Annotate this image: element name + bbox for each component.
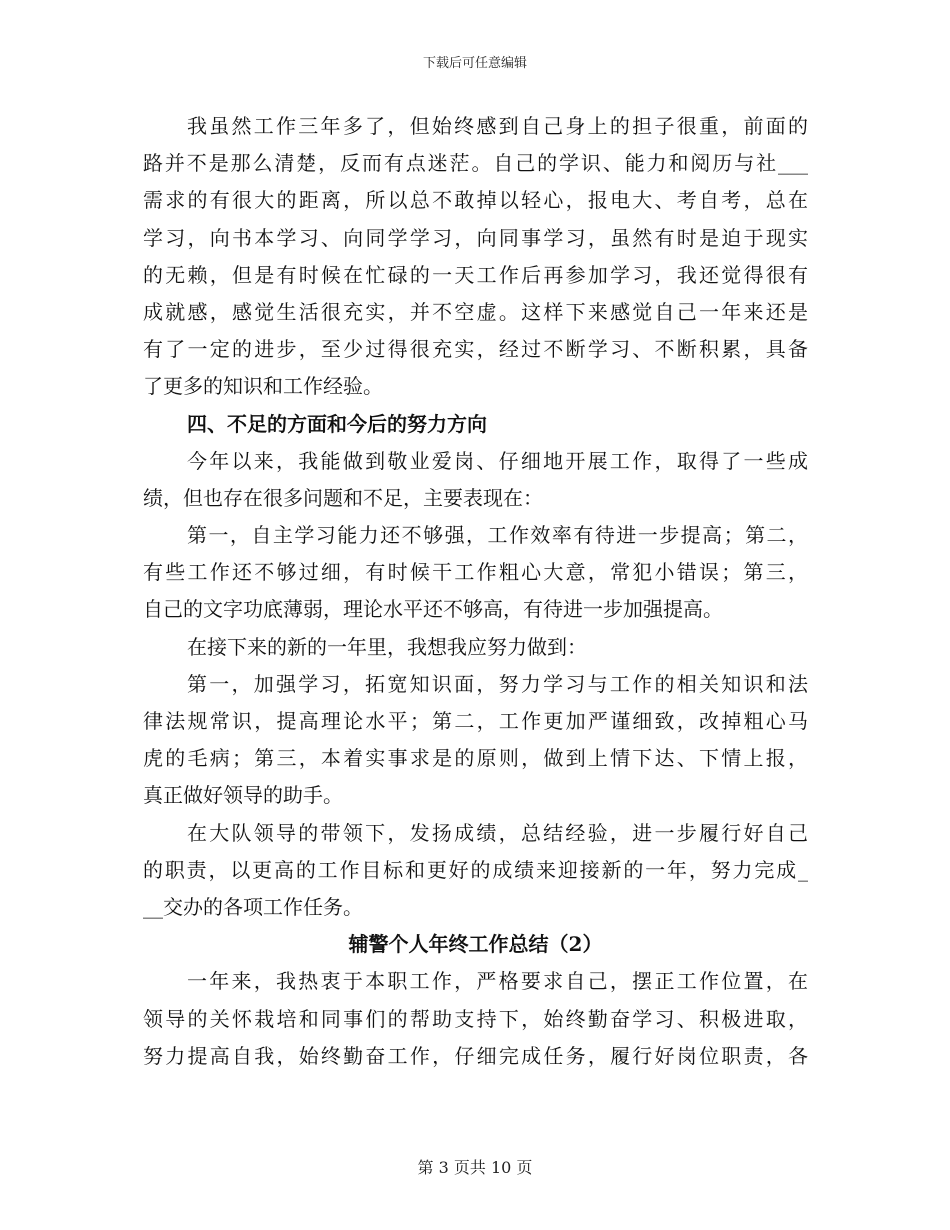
- paragraph-line: 努力提高自我，始终勤奋工作，仔细完成任务，履行好岗位职责，各: [143, 1043, 808, 1068]
- paragraph-line: 路并不是那么清楚，反而有点迷茫。自己的学识、能力和阅历与社___: [143, 151, 808, 176]
- paragraph-line: 领导的关怀栽培和同事们的帮助支持下，始终勤奋学习、积极进取，: [143, 1006, 808, 1031]
- paragraph-line: 我虽然工作三年多了，但始终感到自己身上的担子很重，前面的: [187, 114, 808, 138]
- document-title: 辅警个人年终工作总结（2）: [348, 932, 603, 957]
- paragraph-line: 有些工作还不够过细，有时候干工作粗心大意，常犯小错误；第三，: [143, 560, 808, 585]
- paragraph-line: 虎的毛病；第三，本着实事求是的原则，做到上情下达、下情上报，: [143, 746, 808, 771]
- paragraph-line: 的无赖，但是有时候在忙碌的一天工作后再参加学习，我还觉得很有: [143, 262, 808, 287]
- page-header: 下载后可任意编辑: [422, 56, 527, 71]
- paragraph-line: 律法规常识，提高理论水平；第二，工作更加严谨细致，改掉粗心马: [143, 709, 808, 733]
- document-body: [143, 108, 808, 1075]
- paragraph-line: 在大队领导的带领下，发扬成绩，总结经验，进一步履行好自己: [187, 820, 808, 845]
- section-heading: 四、不足的方面和今后的努力方向: [187, 411, 487, 436]
- paragraph-line: 的职责，以更高的工作目标和更好的成绩来迎接新的一年，努力完成_: [143, 857, 808, 882]
- paragraph-line: 学习，向书本学习、向同学学习，向同事学习，虽然有时是迫于现实: [143, 225, 808, 250]
- paragraph-line: 在接下来的新的一年里，我想我应努力做到：: [187, 634, 587, 659]
- paragraph-line: 需求的有很大的距离，所以总不敢掉以轻心，报电大、考自考，总在: [143, 188, 808, 213]
- paragraph-line: 第一，自主学习能力还不够强，工作效率有待进一步提高；第二，: [187, 523, 808, 548]
- paragraph-line: 第一，加强学习，拓宽知识面，努力学习与工作的相关知识和法: [187, 671, 808, 696]
- paragraph-line: 有了一定的进步，至少过得很充实，经过不断学习、不断积累，具备: [143, 337, 808, 362]
- paragraph-line: 真正做好领导的助手。: [143, 783, 343, 808]
- paragraph-line: 自己的文字功底薄弱，理论水平还不够高，有待进一步加强提高。: [143, 597, 723, 622]
- page-footer: 第 3 页共 10 页: [417, 1158, 533, 1177]
- paragraph-line: 今年以来，我能做到敬业爱岗、仔细地开展工作，取得了一些成: [187, 448, 808, 473]
- paragraph-line: __交办的各项工作任务。: [143, 894, 363, 919]
- paragraph-line: 了更多的知识和工作经验。: [143, 374, 383, 399]
- paragraph-line: 成就感，感觉生活很充实，并不空虚。这样下来感觉自己一年来还是: [143, 299, 808, 324]
- paragraph-line: 一年来，我热衷于本职工作，严格要求自己，摆正工作位置，在: [187, 969, 808, 994]
- paragraph-line: 绩，但也存在很多问题和不足，主要表现在：: [143, 485, 543, 510]
